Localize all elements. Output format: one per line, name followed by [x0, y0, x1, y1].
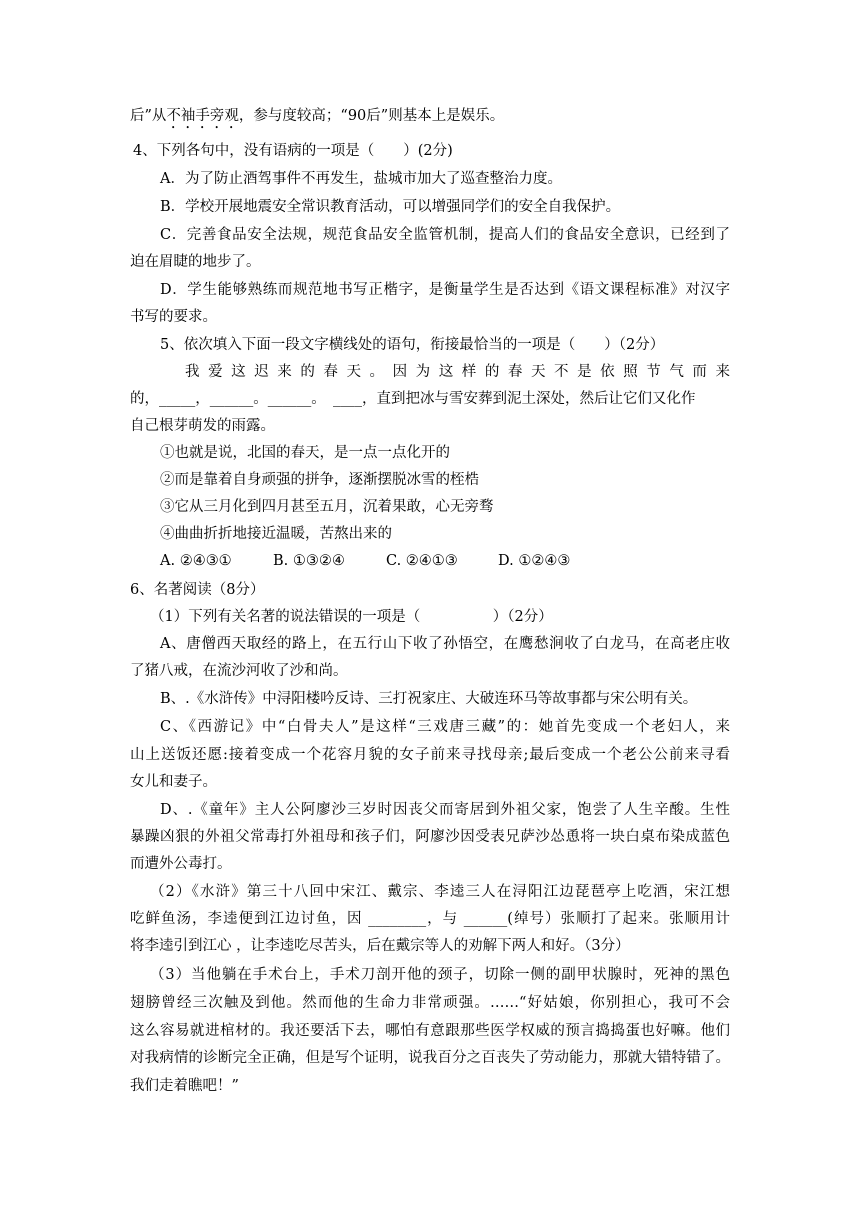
question-5-options [160, 551, 570, 571]
question-6-1-option-d: D、.《童年》主人公阿廖沙三岁时因丧父而寄居到外祖父家，饱尝了人生辛酸。生性 [160, 802, 730, 818]
question-5-passage-cont: 自己根芽萌发的雨露。 [130, 418, 275, 434]
text-fragment: 后”从 [130, 108, 167, 124]
text-line [130, 106, 504, 132]
question-6-2-cont: 将李逵引到江心 ，让李逵吃尽苦头，后在戴宗等人的劝解下两人和好。（3分） [130, 938, 630, 954]
question-6-1-option-b: B、.《水浒传》中浔阳楼吟反诗、三打祝家庄、大破连环马等故事都与宋公明有关。 [160, 691, 698, 707]
question-4-option-d: D．学生能够熟练而规范地书写正楷字，是衡量学生是否达到《语文课程标准》对汉字 [160, 282, 730, 298]
question-6-3-cont: 我们走着瞧吧！” [130, 1078, 239, 1094]
question-6-2: （2）《水浒》第三十八回中宋江、戴宗、李逵三人在浔阳江边琵琶亭上吃酒，宋江想 [150, 884, 730, 900]
question-5-passage: 我爱这迟来的春天。因为这样的春天不是依照节气而来 [185, 364, 730, 380]
question-6-3: （3）当他躺在手术台上，手术刀剖开他的颈子，切除一侧的副甲状腺时，死神的黑色 [150, 967, 730, 983]
question-5-sentence-1: ①也就是说，北国的春天，是一点一点化开的 [160, 445, 450, 461]
question-4-option-a: A．为了防止酒驾事件不再发生，盐城市加大了巡查整治力度。 [160, 171, 562, 187]
question-6-1-option-d-cont: 暴躁凶狠的外祖父常毒打外祖母和孩子们，阿廖沙因受表兄萨沙怂恿将一块白桌布染成蓝色 [130, 829, 730, 845]
question-6-2-cont: 吃鲜鱼汤，李逵便到江边讨鱼，因 ________，与 ______(绰号）张顺打了起来。张顺用计 [130, 911, 730, 927]
question-4-option-c: C．完善食品安全法规，规范食品安全监管机制，提高人们的食品安全意识，已经到了 [160, 227, 730, 243]
question-5-sentence-2: ②而是靠着自身顽强的拼争，逐渐摆脱冰雪的桎梏 [160, 472, 479, 488]
question-6-1-option-c-cont: 山上送饭还愿:接着变成一个花容月貌的女子前来寻找母亲;最后变成一个老公公前来寻看 [130, 747, 730, 763]
question-6-stem: 6、名著阅读（8分） [130, 582, 265, 598]
question-5-sentence-4: ④曲曲折折地接近温暖，苦熬出来的 [160, 526, 392, 542]
option-b: B. ①③②④ [273, 553, 345, 569]
question-6-3-cont: 对我病情的诊断完全正确，但是写个证明，说我百分之百丧失了劳动能力，那就大错特错了。 [130, 1050, 730, 1066]
question-6-3-cont: 翅膀曾经三次触及到他。然而他的生命力非常顽强。……“好姑娘，你别担心，我可不会 [130, 995, 730, 1011]
option-c: C. ②④①③ [386, 553, 458, 569]
question-4-option-b: B．学校开展地震安全常识教育活动，可以增强同学们的安全自我保护。 [160, 199, 621, 215]
text-fragment: ，参与度较高；“90后”则基本上是娱乐。 [238, 108, 505, 124]
option-d: D. ①②④③ [498, 553, 571, 569]
question-6-1-option-c-cont: 女儿和妻子。 [130, 774, 217, 790]
question-6-1-stem: （1）下列有关名著的说法错误的一项是（ ）（2分） [150, 609, 553, 625]
question-5-stem: 5、依次填入下面一段文字横线处的语句，衔接最恰当的一项是（ ）（2分） [160, 337, 665, 353]
question-5-passage-cont: 的，_____，______。______。 ____，直到把冰与雪安葬到泥土深处，然后让它们又化作 [130, 391, 696, 407]
question-6-1-option-a-cont: 了猪八戒，在流沙河收了沙和尚。 [130, 663, 348, 679]
option-a: A. ②④③① [160, 553, 232, 569]
question-6-1-option-c: C、《西游记》中“白骨夫人”是这样“三戏唐三藏”的：她首先变成一个老妇人，来 [160, 719, 730, 735]
question-6-1-option-a: A、唐僧西天取经的路上，在五行山下收了孙悟空，在鹰愁涧收了白龙马，在高老庄收 [160, 636, 730, 652]
question-6-1-option-d-cont: 而遭外公毒打。 [130, 856, 232, 872]
question-5-sentence-3: ③它从三月化到四月甚至五月，沉着果敢，心无旁骛 [160, 499, 494, 515]
question-6-3-cont: 这么容易就进棺材的。我还要活下去，哪怕有意跟那些医学权威的预言捣捣蛋也好嘛。他们 [130, 1023, 730, 1039]
emphasized-phrase: 不袖手旁观 [166, 108, 239, 124]
question-4-stem: 4、下列各句中，没有语病的一项是（ ）(2分) [133, 143, 453, 159]
question-4-option-d-cont: 书写的要求。 [130, 309, 217, 325]
question-4-option-c-cont: 迫在眉睫的地步了。 [130, 254, 261, 270]
